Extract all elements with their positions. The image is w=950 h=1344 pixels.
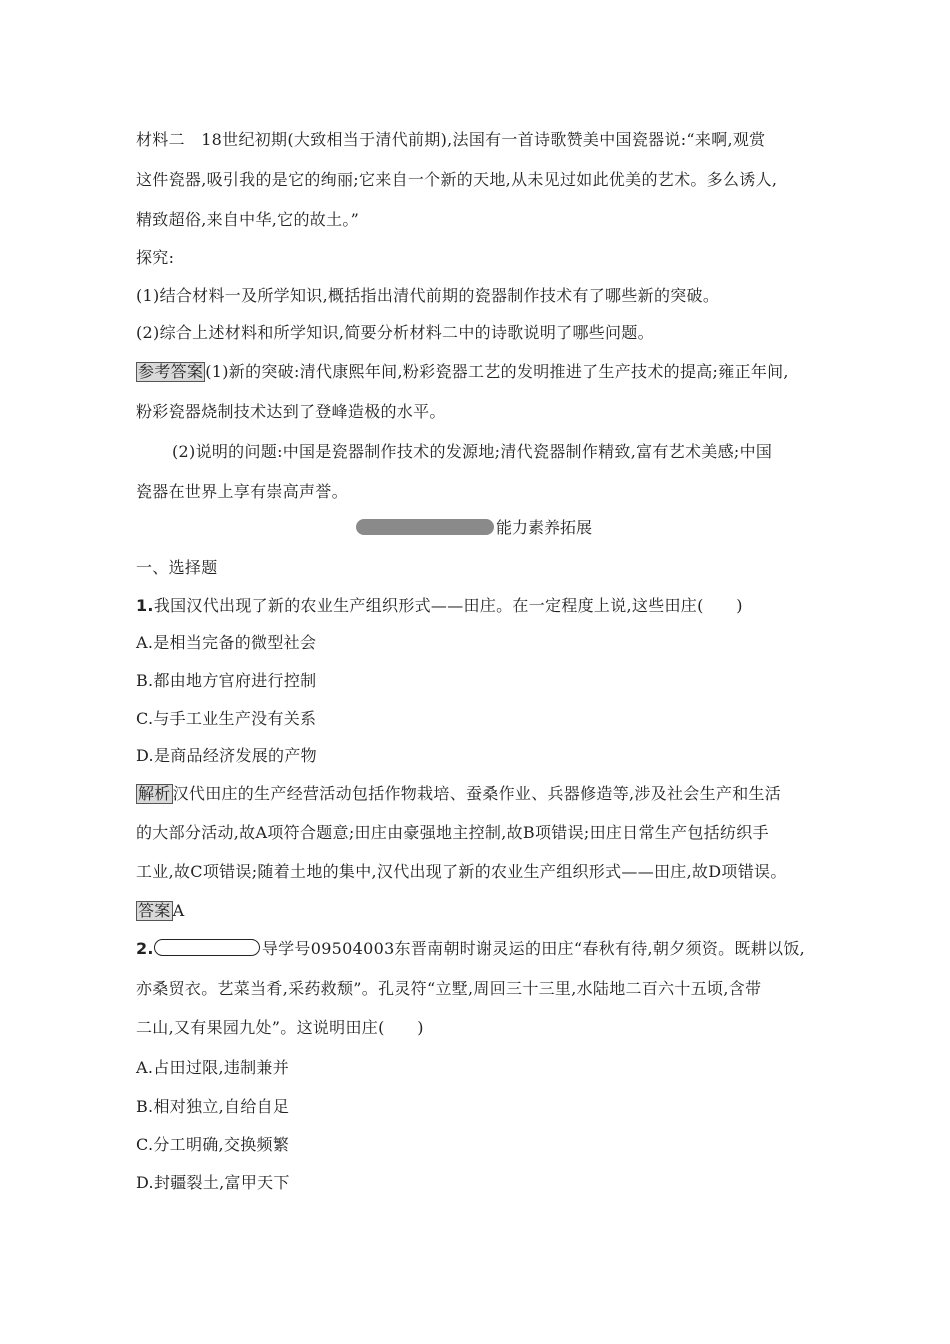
option-c[interactable]: C.与手工业生产没有关系 bbox=[136, 709, 317, 728]
question-stem-line: 二山,又有果园九处”。这说明田庄( ) bbox=[136, 1018, 424, 1037]
option-a[interactable]: A.占田过限,违制兼并 bbox=[136, 1058, 290, 1077]
analysis-line: 工业,故C项错误;随着土地的集中,汉代出现了新的农业生产组织形式——田庄,故D项错误。 bbox=[136, 862, 787, 881]
material2-line: 这件瓷器,吸引我的是它的绚丽;它来自一个新的天地,从未见过如此优美的艺术。多么诱人, bbox=[136, 170, 778, 189]
material2-line: 材料二 18世纪初期(大致相当于清代前期),法国有一首诗歌赞美中国瓷器说:“来啊,观赏 bbox=[136, 130, 766, 149]
reference-answer-line: (2)说明的问题:中国是瓷器制作技术的发源地;清代瓷器制作精致,富有艺术美感;中国 bbox=[172, 442, 773, 461]
option-d[interactable]: D.封疆裂土,富甲天下 bbox=[136, 1173, 290, 1192]
answer-value: A bbox=[172, 901, 185, 920]
explore-question-2: (2)综合上述材料和所学知识,简要分析材料二中的诗歌说明了哪些问题。 bbox=[136, 323, 654, 342]
section-banner bbox=[356, 515, 592, 538]
guide-number-badge bbox=[154, 939, 260, 956]
question-stem: 导学号09504003东晋南朝时谢灵运的田庄“春秋有待,朝夕须资。既耕以饭, bbox=[261, 939, 806, 958]
analysis-text: 汉代田庄的生产经营活动包括作物栽培、蚕桑作业、兵器修造等,涉及社会生产和生活 bbox=[172, 784, 782, 803]
reference-answer-text: (1)新的突破:清代康熙年间,粉彩瓷器工艺的发明推进了生产技术的提高;雍正年间, bbox=[205, 362, 789, 381]
answer-tag: 答案 bbox=[138, 901, 171, 920]
analysis-line bbox=[136, 784, 781, 804]
question-1-stem bbox=[136, 596, 743, 616]
question-number: 2. bbox=[136, 939, 154, 958]
explore-question-1: (1)结合材料一及所学知识,概括指出清代前期的瓷器制作技术有了哪些新的突破。 bbox=[136, 286, 720, 305]
reference-answer-line: 瓷器在世界上享有崇高声誉。 bbox=[136, 482, 348, 501]
section-heading: 一、选择题 bbox=[136, 558, 218, 577]
material2-line: 精致超俗,来自中华,它的故土。” bbox=[136, 210, 360, 229]
banner-title: 能力素养拓展 bbox=[496, 518, 593, 537]
explore-label: 探究: bbox=[136, 248, 175, 267]
analysis-line: 的大部分活动,故A项符合题意;田庄由豪强地主控制,故B项错误;田庄日常生产包括纺织手 bbox=[136, 823, 769, 842]
reference-answer-tag: 参考答案 bbox=[138, 362, 204, 381]
question-2-stem bbox=[136, 939, 805, 959]
question-stem-line: 亦桑贸衣。艺菜当肴,采药救颓”。孔灵符“立墅,周回三十三里,水陆地二百六十五顷,含带 bbox=[136, 979, 762, 998]
reference-answer-line bbox=[136, 362, 789, 382]
option-c[interactable]: C.分工明确,交换频繁 bbox=[136, 1135, 290, 1154]
answer-line bbox=[136, 901, 184, 921]
option-d[interactable]: D.是商品经济发展的产物 bbox=[136, 746, 317, 765]
reference-answer-line: 粉彩瓷器烧制技术达到了登峰造极的水平。 bbox=[136, 402, 446, 421]
option-b[interactable]: B.相对独立,自给自足 bbox=[136, 1097, 290, 1116]
option-b[interactable]: B.都由地方官府进行控制 bbox=[136, 671, 317, 690]
question-number: 1. bbox=[136, 596, 154, 615]
banner-bar bbox=[356, 519, 494, 535]
analysis-tag: 解析 bbox=[138, 784, 171, 803]
option-a[interactable]: A.是相当完备的微型社会 bbox=[136, 633, 317, 652]
question-stem: 我国汉代出现了新的农业生产组织形式——田庄。在一定程度上说,这些田庄( ) bbox=[153, 596, 743, 615]
